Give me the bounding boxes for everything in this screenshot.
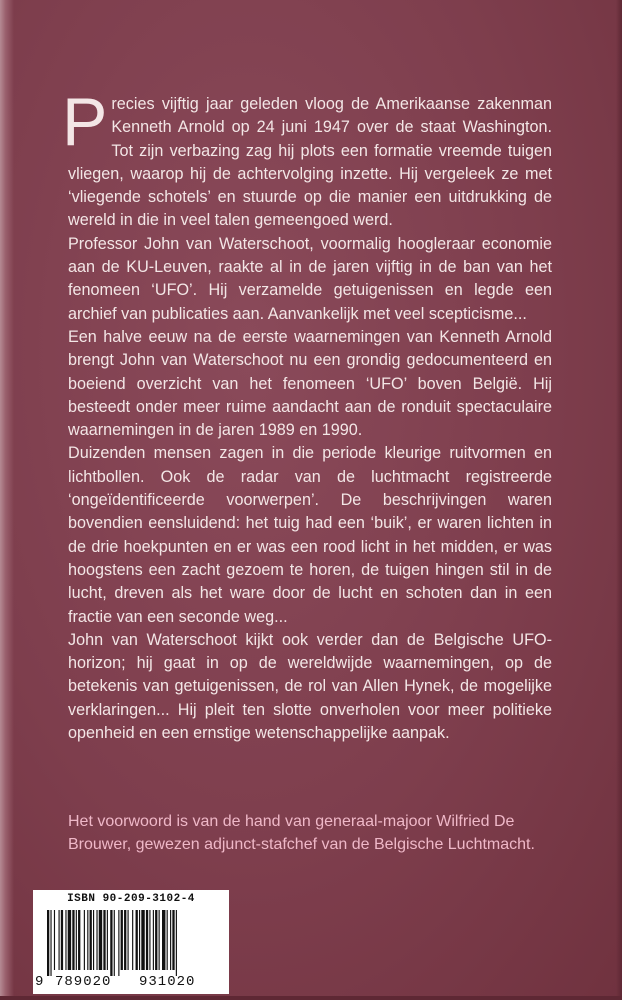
blurb-paragraph-1-text: recies vijftig jaar geleden vloog de Amerikaanse zakenman Kenneth Arnold op 24 juni 1947 over de staat Washington. Tot zijn verbazing zag hij plots een formatie vreemde tuigen vliegen, waarop hij de achtervolging inzette. Hij vergeleek ze met ‘vliegende schotels’ en stuurde op die manier een uitdrukking de wereld in die in veel talen gemeengoed werd.	[68, 95, 552, 230]
barcode-bar	[153, 910, 154, 970]
barcode-bar	[78, 910, 80, 970]
right-edge	[616, 0, 622, 1000]
barcode-digit-first: 9	[35, 974, 44, 990]
barcode-bar	[124, 910, 126, 970]
barcode-bar	[84, 910, 85, 970]
bottom-edge	[0, 996, 622, 1000]
barcode-bar	[90, 910, 92, 970]
barcode-bar	[162, 910, 165, 970]
barcode-bar	[114, 910, 115, 976]
barcode-bar	[50, 910, 51, 976]
barcode-bar	[76, 910, 77, 970]
barcode-bars	[47, 910, 219, 976]
barcode-bar	[146, 910, 148, 970]
barcode-bar	[155, 910, 157, 970]
blurb-paragraph-1	[62, 84, 552, 233]
drop-cap: P	[62, 84, 108, 160]
barcode-bar	[93, 910, 94, 970]
barcode-bar	[121, 910, 123, 970]
barcode-bar	[141, 910, 144, 970]
spine-edge	[0, 0, 14, 1000]
barcode-bar	[99, 910, 102, 970]
isbn-number: ISBN 90-209-3102-4	[67, 893, 195, 905]
barcode-bar	[96, 910, 97, 970]
blurb-paragraph-5: John van Waterschoot kijkt ook verder dan de Belgische UFO-horizon; hij gaat in op de wereldwijde waarnemingen, op de betekenis van getuigenissen, de rol van Allen Hynek, de mogelijke verklaringen... Hij pleit ten slotte onverholen voor meer politieke openheid en een ernstige wetenschappelijke aanpak.	[68, 630, 552, 743]
barcode-bar	[118, 910, 119, 976]
barcode-bar	[110, 910, 112, 976]
barcode-bar	[47, 910, 49, 976]
barcode-bar	[128, 910, 129, 970]
blurb-paragraph-2: Professor John van Waterschoot, voormalig hoogleraar economie aan de KU-Leuven, raakte al in de jaren vijftig in de ban van het fenomeen ‘UFO’. Hij verzamelde getuigenissen en legde een archief van publicaties aan. Aanvankelijk met veel scepticisme...	[68, 234, 552, 323]
barcode-digits-left: 789020	[55, 974, 112, 990]
barcode-bar	[139, 910, 140, 970]
barcode-bar	[159, 910, 160, 970]
barcode-bar	[87, 910, 88, 970]
barcode-bar	[59, 910, 60, 970]
blurb-paragraph-3: Een halve eeuw na de eerste waarnemingen van Kenneth Arnold brengt John van Waterschoot nu een grondig gedocumenteerd en boeiend overzicht van het fenomeen ‘UFO’ boven België. Hij besteedt onder meer ruime aandacht aan de ronduit spectaculaire waarnemingen in de jaren 1989 en 1990.	[68, 327, 552, 440]
barcode-bar	[72, 910, 74, 970]
barcode-bar	[61, 910, 63, 970]
barcode-bar	[103, 910, 105, 970]
foreword-note: Het voorwoord is van de hand van generaal-majoor Wilfried De Brouwer, gewezen adjunct-stafchef van de Belgische Luchtmacht.	[68, 813, 535, 853]
barcode-bar	[176, 910, 177, 976]
barcode-bar	[107, 910, 108, 970]
barcode-bar	[132, 910, 133, 970]
barcode-bar	[54, 910, 55, 970]
blurb-text	[62, 84, 552, 745]
barcode-bar	[68, 910, 71, 970]
barcode-bar	[167, 910, 168, 970]
blurb-paragraph-4: Duizenden mensen zagen in die periode kleurige ruitvormen en lichtbollen. Ook de radar van de luchtmacht registreerde ‘ongeïdentificeerde voorwerpen’. De beschrijvingen waren bovendien eensluidend: het tuig had een ‘buik’, er waren lichten in de drie hoekpunten en er was een rood licht in het midden, er was hoogstens een zacht gezoem te horen, de tuigen hingen stil in de lucht, dreven als het ware door de lucht en schoten dan in een fractie van een seconde weg...	[68, 444, 552, 626]
barcode-bar	[170, 910, 171, 970]
barcode-bar	[149, 910, 150, 970]
isbn-barcode	[33, 890, 229, 994]
barcode-bar	[65, 910, 66, 970]
barcode-digits-right: 931020	[139, 974, 196, 990]
barcode-bar	[136, 910, 138, 970]
barcode-bar	[172, 910, 174, 970]
